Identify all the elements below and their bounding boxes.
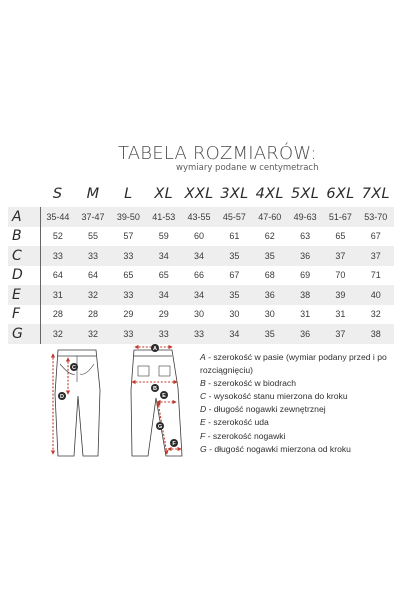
table-cell: 61 <box>229 231 240 242</box>
size-header: 4XL <box>255 186 284 202</box>
table-cell: 32 <box>370 309 381 320</box>
table-cell: 67 <box>229 270 240 281</box>
table-cell: 70 <box>335 270 346 281</box>
page-subtitle: wymiary podane w centymetrach <box>176 163 319 173</box>
trousers-diagram <box>0 344 200 474</box>
table-cell: 32 <box>52 328 63 339</box>
table-cell: 33 <box>52 250 63 261</box>
table-cell: 60 <box>194 231 205 242</box>
table-cell: 59 <box>158 231 169 242</box>
size-table-body <box>8 207 394 344</box>
row-label: B <box>8 227 40 247</box>
table-cell: 29 <box>158 309 169 320</box>
table-cell: 69 <box>300 270 311 281</box>
legend-item-f: F - szerokość nogawki <box>200 430 286 441</box>
table-cell: 30 <box>229 309 240 320</box>
table-cell: 38 <box>370 328 381 339</box>
legend-item-c: C - wysokość stanu mierzona do kroku <box>200 391 348 402</box>
table-cell: 37 <box>370 250 381 261</box>
marker-e: E <box>162 393 166 399</box>
table-row <box>8 305 394 325</box>
table-cell: 71 <box>370 270 381 281</box>
table-cell: 34 <box>229 328 240 339</box>
size-header: XL <box>154 186 174 202</box>
measurement-arrows <box>53 347 181 454</box>
table-cell: 64 <box>88 270 99 281</box>
table-cell: 41-53 <box>152 211 176 222</box>
table-cell: 28 <box>88 309 99 320</box>
table-cell: 34 <box>158 250 169 261</box>
table-cell: 29 <box>123 309 134 320</box>
table-cell: 33 <box>88 250 99 261</box>
table-cell: 64 <box>52 270 63 281</box>
row-label: D <box>8 266 40 286</box>
table-cell: 33 <box>194 328 205 339</box>
table-cell: 51-67 <box>328 211 352 222</box>
table-cell: 36 <box>264 289 275 300</box>
table-cell: 31 <box>335 309 346 320</box>
table-cell: 37-47 <box>81 211 105 222</box>
table-cell: 35-44 <box>46 211 70 222</box>
size-header: 7XL <box>361 186 390 202</box>
table-cell: 45-57 <box>222 211 246 222</box>
size-header: XXL <box>184 186 214 202</box>
table-row <box>8 246 394 266</box>
table-cell: 65 <box>335 231 346 242</box>
legend-item-d: D - długość nogawki zewnętrznej <box>200 404 326 415</box>
table-cell: 39 <box>335 289 346 300</box>
table-cell: 33 <box>123 289 134 300</box>
table-cell: 28 <box>52 309 63 320</box>
size-header: 5XL <box>291 186 320 202</box>
row-label: F <box>8 305 40 325</box>
row-label: C <box>8 246 40 266</box>
table-cell: 47-60 <box>258 211 282 222</box>
table-cell: 36 <box>300 250 311 261</box>
table-cell: 53-70 <box>364 211 388 222</box>
table-cell: 32 <box>88 289 99 300</box>
table-cell: 57 <box>123 231 134 242</box>
table-cell: 55 <box>88 231 99 242</box>
table-cell: 67 <box>370 231 381 242</box>
size-header: 3XL <box>220 186 249 202</box>
marker-b: B <box>153 386 157 392</box>
table-cell: 62 <box>264 231 275 242</box>
legend-item-b: B - szerokość w biodrach <box>200 378 297 389</box>
table-cell: 36 <box>300 328 311 339</box>
legend-item-e: E - szerokość uda <box>200 417 269 428</box>
size-header: M <box>86 186 100 202</box>
legend-item-g: G - długość nogawki mierzona od kroku <box>200 443 351 454</box>
table-cell: 31 <box>300 309 311 320</box>
marker-g: G <box>157 424 163 430</box>
table-row <box>8 227 394 247</box>
table-cell: 35 <box>229 250 240 261</box>
table-cell: 43-55 <box>187 211 211 222</box>
size-header: 6XL <box>326 186 355 202</box>
marker-a: A <box>153 346 157 352</box>
legend-item-a: A - szerokość w pasie (wymiar podany przed i po rozciągnięciu) <box>200 352 387 376</box>
marker-c: C <box>72 365 76 371</box>
table-cell: 32 <box>88 328 99 339</box>
size-header-row <box>8 181 394 207</box>
table-cell: 34 <box>158 289 169 300</box>
row-label: E <box>8 285 40 305</box>
table-cell: 52 <box>52 231 63 242</box>
size-table <box>8 181 394 344</box>
table-cell: 40 <box>370 289 381 300</box>
table-cell: 37 <box>335 250 346 261</box>
measurement-legend <box>200 351 395 456</box>
table-cell: 65 <box>158 270 169 281</box>
table-cell: 65 <box>123 270 134 281</box>
row-label: A <box>8 207 40 227</box>
table-cell: 37 <box>335 328 346 339</box>
table-cell: 35 <box>264 328 275 339</box>
table-row <box>8 324 394 344</box>
table-cell: 66 <box>194 270 205 281</box>
table-cell: 49-63 <box>293 211 317 222</box>
table-cell: 34 <box>194 289 205 300</box>
table-cell: 30 <box>264 309 275 320</box>
size-header: L <box>124 186 133 202</box>
table-row <box>8 207 394 227</box>
table-cell: 30 <box>194 309 205 320</box>
marker-f: F <box>172 441 176 447</box>
table-cell: 31 <box>52 289 63 300</box>
table-cell: 33 <box>123 328 134 339</box>
page-title: TABELA ROZMIARÓW: <box>118 143 317 164</box>
table-row <box>8 285 394 305</box>
corner-cell <box>8 181 40 207</box>
table-cell: 35 <box>264 250 275 261</box>
row-label: G <box>8 324 40 344</box>
table-cell: 35 <box>229 289 240 300</box>
marker-d: D <box>60 394 64 400</box>
table-cell: 38 <box>300 289 311 300</box>
table-cell: 33 <box>123 250 134 261</box>
size-header: S <box>52 186 63 202</box>
table-cell: 34 <box>194 250 205 261</box>
table-row <box>8 266 394 286</box>
table-cell: 39-50 <box>116 211 140 222</box>
table-cell: 68 <box>264 270 275 281</box>
table-cell: 63 <box>300 231 311 242</box>
table-cell: 33 <box>158 328 169 339</box>
